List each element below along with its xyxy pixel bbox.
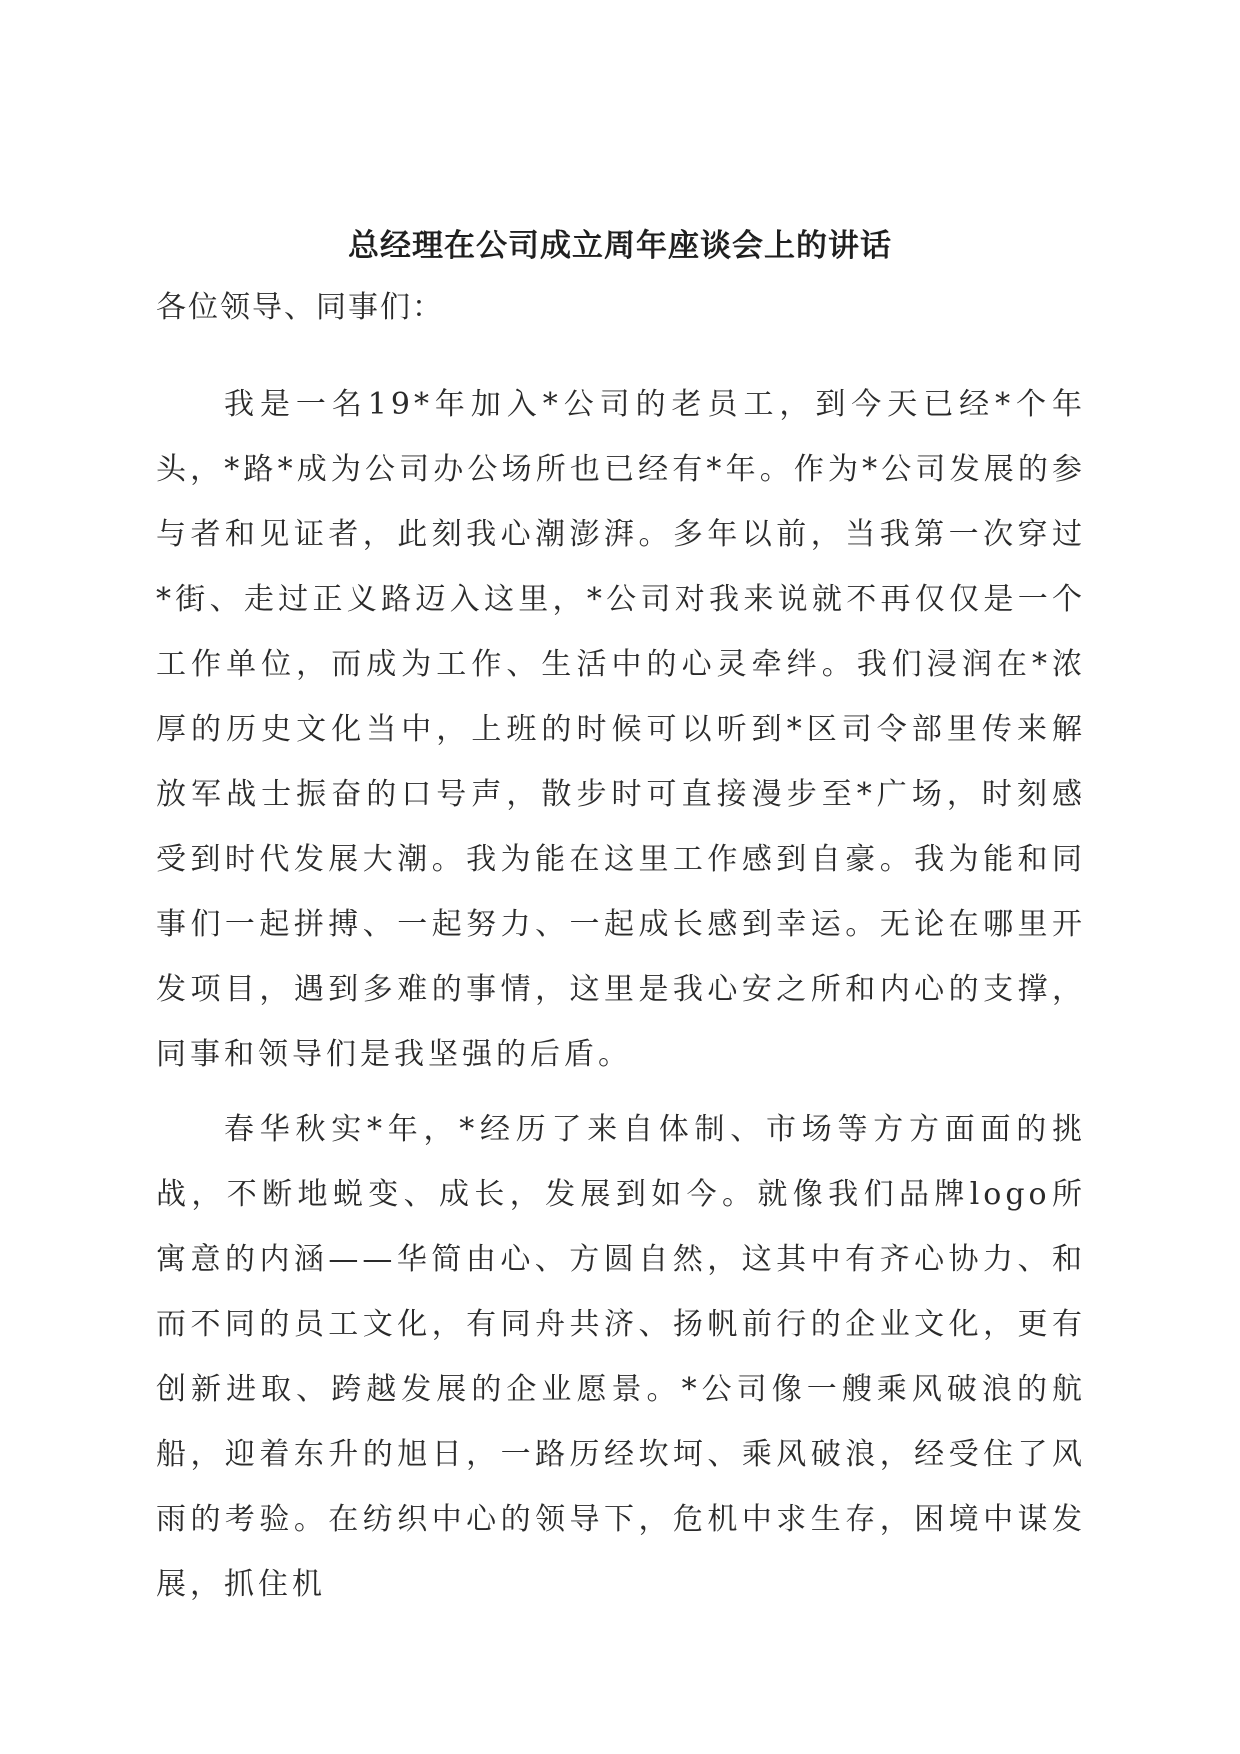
paragraph-1: 我是一名19*年加入*公司的老员工，到今天已经*个年头，*路*成为公司办公场所也已经有*年。作为*公司发展的参与者和见证者，此刻我心潮澎湃。多年以前，当我第一次穿过*街、走过正义路迈入这里，*公司对我来说就不再仅仅是一个工作单位，而成为工作、生活中的心灵牵绊。我们浸润在*浓厚的历史文化当中，上班的时候可以听到*区司令部里传来解放军战士振奋的口号声，散步时可直接漫步至*广场，时刻感受到时代发展大潮。我为能在这里工作感到自豪。我为能和同事们一起拼搏、一起努力、一起成长感到幸运。无论在哪里开发项目，遇到多难的事情，这里是我心安之所和内心的支撑，同事和领导们是我坚强的后盾。 (156, 387, 1086, 1072)
salutation: 各位领导、同事们： (156, 290, 444, 325)
paragraph-2: 春华秋实*年，*经历了来自体制、市场等方方面面的挑战，不断地蜕变、成长，发展到如今。就像我们品牌logo所寓意的内涵——华简由心、方圆自然，这其中有齐心协力、和而不同的员工文化，有同舟共济、扬帆前行的企业文化，更有创新进取、跨越发展的企业愿景。*公司像一艘乘风破浪的航船，迎着东升的旭日，一路历经坎坷、乘风破浪，经受住了风雨的考验。在纺织中心的领导下，危机中求生存，困境中谋发展，抓住机 (156, 1112, 1086, 1602)
document-title: 总经理在公司成立周年座谈会上的讲话 (348, 228, 892, 264)
